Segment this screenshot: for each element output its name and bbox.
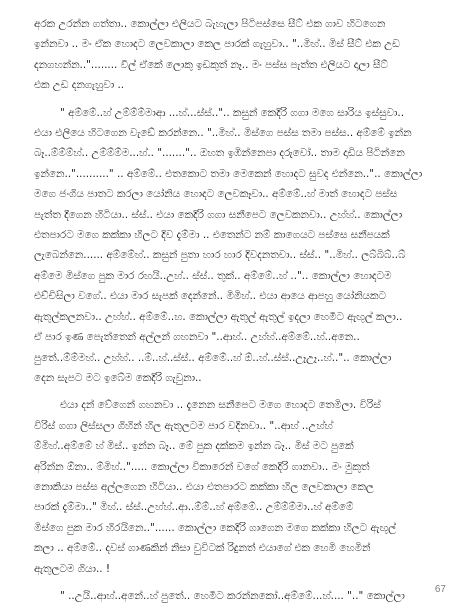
body-text bbox=[34, 14, 428, 606]
paragraph bbox=[34, 586, 428, 606]
text-line: පැත්ත දීගෙන හිටියා.. ස්ස්.. එයා කෙදිරි ගගා සනීපෙට ලෙවකනවා.. උහ්හ්.. කොල්ලා bbox=[34, 208, 403, 221]
text-line: ඉන්නෙ..".........." .. අම්මේ.. එතකොට තමා මෙකෙන් හොදට සුවද එන්නෙ..".. කොල්ලා bbox=[34, 167, 423, 180]
text-line: ඉන්නවා .. මං ඒක හොදට ලෙවකාලා කෙල පාරක් ගැහුවා.. "..මිහ්.. මිස් සීට් එක උඩ bbox=[34, 38, 400, 51]
paragraph bbox=[34, 395, 428, 579]
text-line: ඒ පාර ඉණ පෙැත්තෙන් අල්ලන් ගහනවා "..ආහ්.. උහ්හ්..අම්මේ..හ්..අනෙ.. bbox=[34, 331, 360, 344]
text-line: බෑ..ම්ම්ම්හ්.. උම්ම්ම්ම...හ්.. ".......".. ඔහත ඉඹින්නෙපා දරුවෝ.. තාම දාඩිය පිටින්නෙ bbox=[34, 147, 405, 160]
text-line: ඇතුල්කලනවා.. උහ්හ්.. අම්මේ..හ. කොල්ලා ඇතුල් ඇතුල් ඉදලා හෙමීට ඇඟුල් කලා.. bbox=[34, 310, 403, 323]
text-line: " අම්මේ..හ් උම්ම්ම්මාආ ...හ්...ස්ස්..".. කසුන් කෙදිරි ගගා මගෙ සාරිය ඉස්සුවා.. bbox=[60, 106, 405, 119]
text-line: එච්චිසිලා වගේ.. එයා මාර සැපක් දෙන්නේ.. මිමිහ්.. එයා ආයෙ ආපහු යෝනියකට bbox=[34, 290, 386, 303]
text-line: පාරක් දැම්මා.." මිහ්.. ස්ස්..උහ්හ්..ආ..ම්ම්..හ් අම්මේ.. උම්ම්ම්මා..හ් අම්මේ bbox=[34, 501, 354, 514]
text-line: කලා .. අම්මේ.. දවස් ගාණකින් නිසා වුවිටක් රිදුනත් එයාගේ එක හෙමි හෙමින් bbox=[34, 542, 371, 555]
text-line: " ..උයි..ආහ්..අනේ..හ් පුතේ.. හෙමීට කරන්නකෝ..අම්මේ...හ්.... ".." කොල්ලා bbox=[60, 589, 405, 602]
text-line: අම්මෙ මිස්ගෙ පුක මාර රහයි..උහ්.. ස්ස්.. තුක්.. අම්මේ..හ් ..".. කොල්ලා හොදටම bbox=[34, 269, 392, 282]
text-line: එතපාරට මගෙ කක්කා හිලට දිව දැම්මා .. එතෙන්ට නම් කාගෙයට පස්සෙ සනීපයක් bbox=[34, 229, 390, 242]
text-line: නොකියා පස්ස අල්ලගෙන හිටියා.. එයා එතපාරට කක්කා හිල ලෙවකාලා කෙල bbox=[34, 480, 374, 493]
page-number: 67 bbox=[434, 584, 446, 595]
text-line: දෙන සැපට මට ඉබේම කෙදිරි ගැවුනා.. bbox=[34, 371, 202, 384]
text-line: ලැබෙන්නෙ...... අම්මේහ්.. කසුන් පුතා හාර හාර දිවදනතවා.. ස්ස්.. "..මිහ්.. ලබ්බිබ්..බ් bbox=[34, 249, 406, 262]
text-line: දනගහන්න.."........ වීල් ඒකේ ලොකු ඉඩකුත් නෑ.. මං පස්ස පැත්ත එලියට දාලා සීට් bbox=[34, 58, 388, 71]
paragraph bbox=[34, 103, 428, 389]
paragraph bbox=[34, 14, 428, 96]
text-line: අරින්න ඕනා.. ම්මිහ්.."..... කොල්ලා විකාරෙන් වගේ කෙදිරි ගානවා.. මං මුකුත් bbox=[34, 460, 370, 473]
text-line: ඇතුලටම ගියා.. ! bbox=[34, 562, 111, 575]
text-line: මගෙ ජංගිය පාතට කරලා යෝනිය හොදට ලෙවකෑවා.. අම්මේ..හ් මාත් හොදට පස්ස bbox=[34, 188, 398, 201]
text-line: එයා එලියෙ හිටගෙන වැඩේ කරන්නෙ.. "..මිහ්.. මිස්ගෙ පස්ස තමා පස්ස.. අම්මේ ඉන්න bbox=[34, 127, 412, 140]
text-line: අරක උරන්න ගත්තා.. කොල්ලා එලියට බැහැලා පිටිපස්සෙ සීට් එක ගාව හිටගෙන bbox=[34, 18, 386, 30]
text-line: විරිස් ගගා ලිස්සලා ගිහින් හිල ඇතුලටම පාර වදිනවා.. "..ආහ් ..උහ්හ් bbox=[34, 419, 333, 432]
text-line: එක උඩ දනගැහුවා .. bbox=[34, 79, 125, 92]
text-line: මිස්ගෙ පුක මාර හිරයිනෙ.."...... කොල්ලා කෙදිරි ගාගෙන මගෙ කක්කා හිලට ඇඟුල් bbox=[34, 521, 397, 534]
text-line: පුතේ..ම්ම්මහ්.. උහ්හ්.. ..ම්..හ්..ස්ස්.. අම්මේ..හ් ඕ..හ්..ස්ස්..උෑඋෑ..හ්..".. කොල්ලා bbox=[34, 351, 392, 364]
text-line: ම්මිහ්..අම්මේ හ් මිස්.. ඉන්න බෑ.. මේ පුක දක්කම ඉන්න බෑ.. මිස් මට පුකේ bbox=[34, 440, 354, 453]
text-line: එයා දන් වේගෙන් ගහනවා .. දැනෙන සනීපෙට මගෙ හොදට තෙමිලා. විරිස් bbox=[60, 399, 381, 412]
